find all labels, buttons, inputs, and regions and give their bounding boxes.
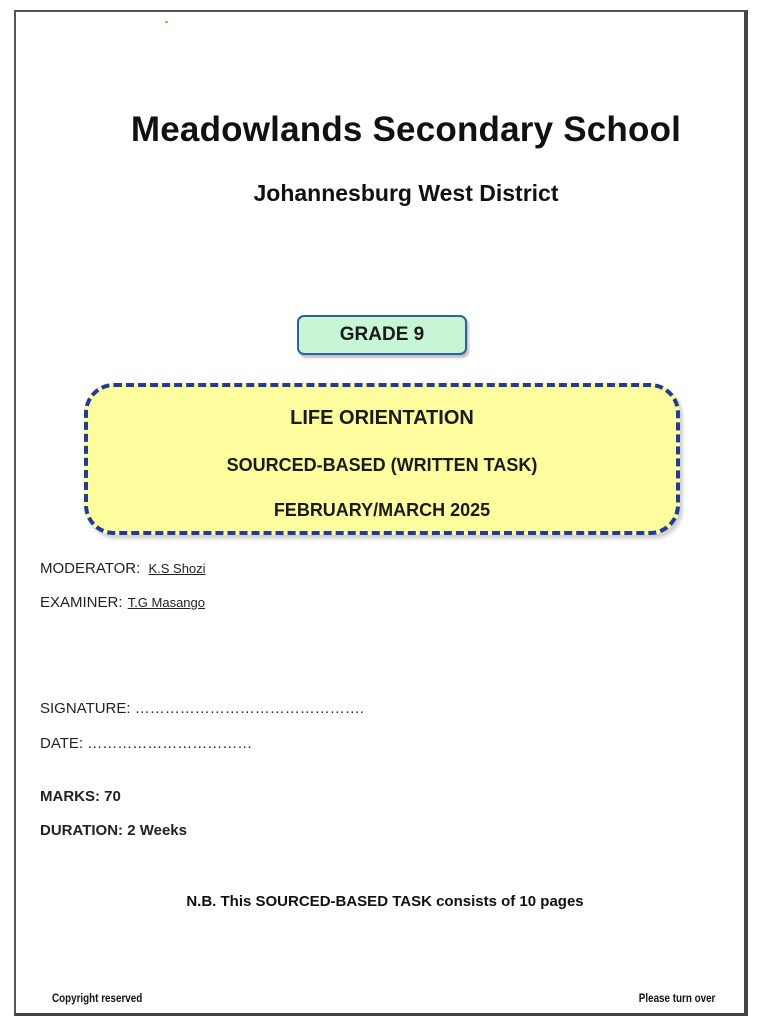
duration: DURATION: 2 Weeks [40,822,187,839]
subject-title: LIFE ORIENTATION [290,407,474,429]
grade-badge: GRADE 9 [297,315,467,355]
turn-over-footer: Please turn over [638,991,715,1005]
moderator-name: K.S Shozi [148,561,206,576]
subject-box [84,383,680,535]
signature-line: SIGNATURE: ………………………………………. [40,700,364,717]
examiner-row [40,594,205,611]
date-line: DATE: …………………………… [40,735,253,752]
term-title: FEBRUARY/MARCH 2025 [273,500,491,520]
examiner-label: EXAMINER: [40,594,123,611]
school-name: Meadowlands Secondary School [130,110,682,149]
marks-total: MARKS: 70 [40,788,121,805]
scan-speck [165,21,168,23]
district-name: Johannesburg West District [253,180,559,206]
moderator-label: MODERATOR: [40,560,141,577]
moderator-row [40,560,206,577]
copyright-footer: Copyright reserved [52,991,143,1005]
page-count-note: N.B. This SOURCED-BASED TASK consists of 10 pages [186,893,584,910]
examiner-name: T.G Masango [127,595,206,610]
task-title: SOURCED-BASED (WRITTEN TASK) [226,455,538,475]
